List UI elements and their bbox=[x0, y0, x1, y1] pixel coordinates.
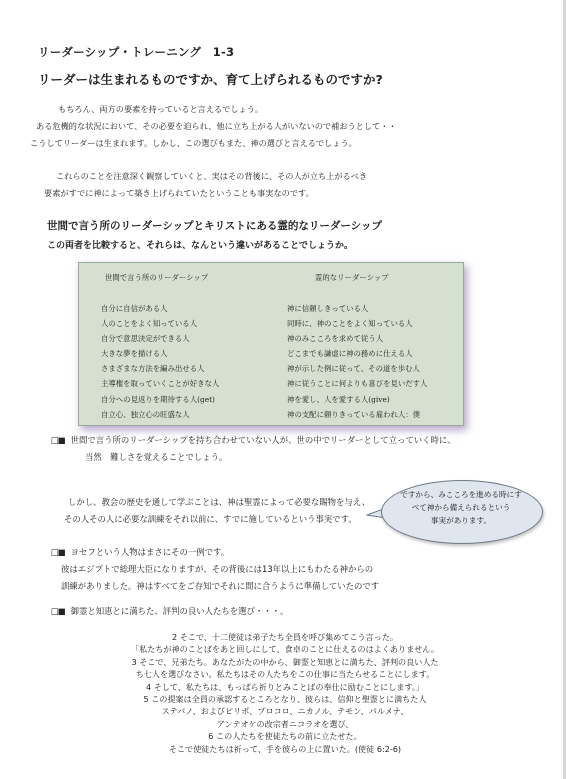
spiritual-trait: 神に信頼しきっている人 bbox=[287, 304, 369, 313]
worldly-trait: 自分に自信がある人 bbox=[101, 304, 168, 313]
bullet2-line: 訓練がありました。神はすべてをご存知でそれに間に合うように準備していたのです bbox=[61, 581, 380, 591]
intro-line: こうしてリーダーは生まれます。しかし、この選びもまた、神の選びと言えるでしょう。 bbox=[30, 138, 357, 148]
callout-line: ですから、みこころを進める時にす bbox=[400, 490, 522, 499]
scripture-line: 5 この提案は全員の承認するところとなり、彼らは、信仰と聖霊とに満ちた人 bbox=[143, 694, 427, 705]
bullet-item-1 bbox=[51, 432, 456, 466]
scripture-line: ステパノ、およびピリポ、プロコロ、ニカノル、テモン、パルメナ、 bbox=[161, 706, 409, 717]
bullet2-line: 彼はエジプトで総理大臣になりますが、その背後には13年以上にもわたる神からの bbox=[61, 564, 374, 574]
bullet-item-2 bbox=[51, 544, 379, 595]
intro-paragraph-2 bbox=[44, 168, 367, 202]
spiritual-trait: どこまでも謙虚に神の務めに仕える人 bbox=[287, 349, 413, 359]
worldly-trait: さまざまな方法を編み出せる人 bbox=[101, 364, 205, 374]
worldly-trait: 自分への見返りを期待する人(get) bbox=[101, 394, 215, 404]
spiritual-trait: 神を愛し、人を愛する人(give) bbox=[287, 394, 390, 404]
comparison-subtext: この両者を比較すると、それらは、なんという違いがあることでしょうか。 bbox=[47, 241, 354, 251]
worldly-column bbox=[101, 301, 219, 422]
table-header-spiritual: 霊的なリーダーシップ bbox=[315, 273, 389, 282]
bullet2-line: ヨセフという人物はまさにその一例です。 bbox=[70, 547, 230, 557]
intro2-line: 要素がすでに神によって築き上げられていたということも事実なのです。 bbox=[44, 188, 314, 198]
scripture-line: 2 そこで、十二使徒は弟子たち全員を呼び集めてこう言った。 bbox=[171, 632, 399, 642]
bullet-item-3 bbox=[51, 603, 288, 620]
comparison-heading: 世間で言う所のリーダーシップとキリストにある霊的なリーダーシップ bbox=[47, 220, 382, 232]
scripture-line: アンテオケの改宗者ニコラオを選び、 bbox=[216, 718, 354, 729]
bullet1-line: 当然 難しさを覚えることでしょう。 bbox=[85, 452, 228, 462]
worldly-trait: 主導権を取っていくことが好きな人 bbox=[101, 379, 220, 389]
scripture-quote bbox=[100, 631, 470, 755]
page-title: リーダーは生まれるものですか、育て上げられるものですか? bbox=[38, 72, 383, 87]
scripture-line: 4 そして、私たちは、もっぱら祈りとみことばの奉仕に励むことにします。」 bbox=[145, 681, 425, 692]
bullet1-paragraph bbox=[64, 494, 370, 528]
page-header: リーダーシップ・トレーニング 1-3 bbox=[38, 45, 235, 59]
bullet1-para-line: しかし、教会の歴史を通して学ぶことは、神は聖霊によって必要な賜物を与え、 bbox=[68, 497, 371, 507]
bullet1-para-line: その人その人に必要な訓練をそれ以前に、すでに施しているという事実です。 bbox=[64, 514, 357, 524]
spiritual-trait: 神が示した例に従って、その道を歩む人 bbox=[287, 364, 420, 374]
worldly-trait: 大きな夢を描ける人 bbox=[101, 349, 168, 359]
scripture-line: そこで使徒たちは祈って、手を彼らの上に置いた。(使徒 6:2-6) bbox=[168, 743, 402, 754]
bullet1-line: 世間で言う所のリーダーシップを持ち合わせていない人が、世の中でリーダーとして立っていく時に、 bbox=[70, 435, 456, 445]
spiritual-trait: 神のみこころを求めて従う人 bbox=[287, 334, 384, 344]
callout-line: 事実があります。 bbox=[430, 516, 492, 525]
comparison-table bbox=[78, 262, 464, 426]
callout-line: べて神から備えられるという bbox=[411, 503, 511, 512]
worldly-trait: 自立心、独立心の旺盛な人 bbox=[101, 409, 190, 419]
intro-line: ある危機的な状況において、その必要を迫られ、他に立ち上がる人がいないので補おうとして・・ bbox=[36, 121, 397, 131]
bullet-box-icon: □■ bbox=[51, 606, 65, 616]
intro-paragraph bbox=[30, 101, 397, 152]
scripture-line: ち七人を選びなさい。私たちはその人たちをこの仕事に当たらせることにします。 bbox=[135, 669, 435, 680]
table-header-worldly: 世間で言う所のリーダーシップ bbox=[105, 273, 209, 282]
spiritual-trait: 同時に、神のことをよく知っている人 bbox=[287, 319, 413, 329]
spiritual-trait: 神の支配に頼りきっている雇われ人：僕 bbox=[287, 409, 421, 419]
intro-line: もちろん、両方の要素を持っていると言えるでしょう。 bbox=[58, 104, 264, 114]
scripture-line: 「私たちが神のことばをあと回しにして、食卓のことに仕えるのはよくありません。 bbox=[131, 644, 439, 655]
worldly-trait: 自分で意思決定ができる人 bbox=[101, 334, 190, 344]
bullet-box-icon: □■ bbox=[51, 547, 65, 557]
spiritual-column bbox=[287, 301, 427, 422]
intro2-line: これらのことを注意深く観察していくと、実はその背後に、その人が立ち上がるべき bbox=[56, 171, 368, 181]
bullet3-text: 御霊と知恵とに満ちた、評判の良い人たちを選び・・・。 bbox=[70, 606, 289, 616]
scripture-line: 3 そこで、兄弟たち。あなたがたの中から、御霊と知恵とに満ちた、評判の良い人た bbox=[131, 656, 439, 667]
bullet-box-icon: □■ bbox=[51, 435, 65, 445]
scripture-line: 6 この人たちを使徒たちの前に立たせた。 bbox=[208, 731, 362, 742]
callout-text bbox=[386, 488, 536, 527]
spiritual-trait: 神に従うことに何よりも喜びを見いだす人 bbox=[287, 379, 428, 389]
worldly-trait: 人のことをよく知っている人 bbox=[101, 319, 198, 329]
